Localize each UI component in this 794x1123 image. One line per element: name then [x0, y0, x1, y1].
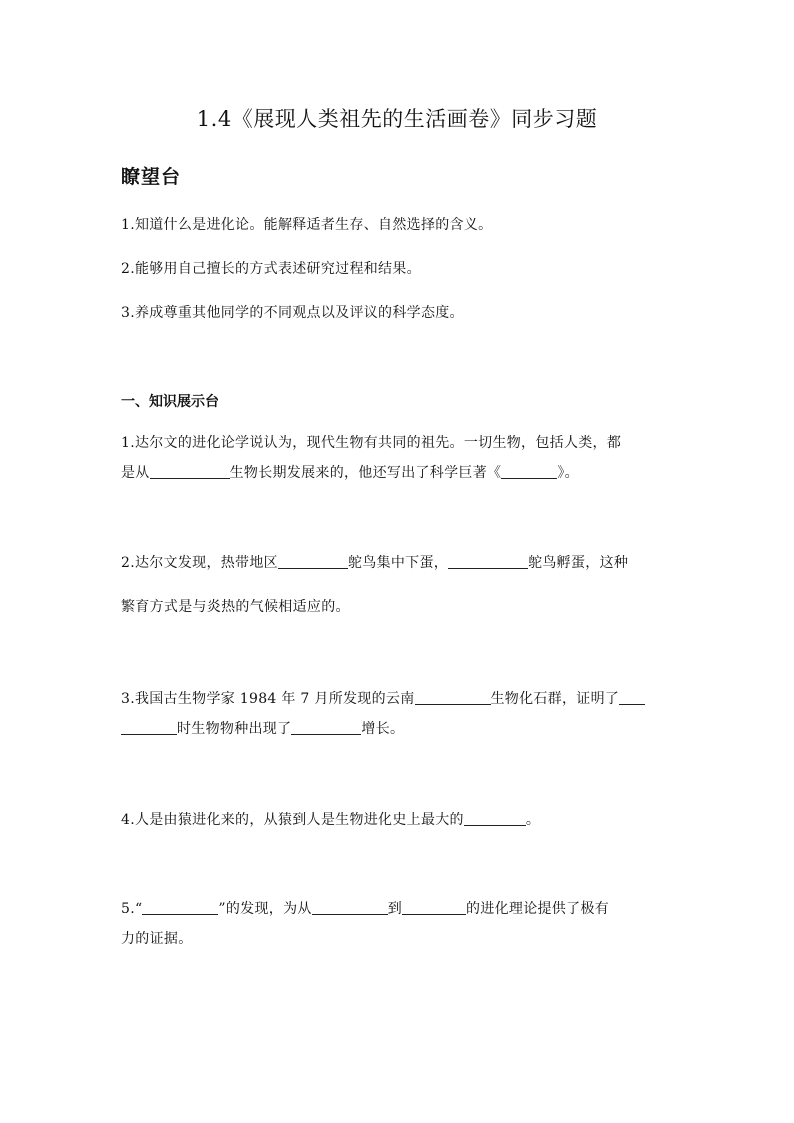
question-5: [121, 894, 681, 954]
q2-text-b: 鸵鸟集中下蛋，: [347, 555, 449, 571]
q1-blank-1[interactable]: [150, 465, 230, 479]
q3-blank-1[interactable]: [415, 691, 491, 705]
q2-blank-1[interactable]: [278, 555, 348, 569]
page-title: 1.4《展现人类祖先的生活画卷》同步习题: [196, 107, 598, 131]
q2-text-a: 2.达尔文发现，热带地区: [121, 555, 278, 571]
q1-text-d: 》。: [557, 465, 579, 481]
objective-1: 1.知道什么是进化论。能解释适者生存、自然选择的含义。: [121, 217, 493, 233]
q3-text-b: 生物化石群，证明了: [490, 691, 620, 707]
question-3: [121, 684, 681, 744]
q1-blank-2[interactable]: [501, 465, 557, 479]
q4-blank-1[interactable]: [464, 812, 526, 826]
q5-text-e: 力的证据。: [121, 931, 193, 947]
q3-text-c: 时生物物种出现了: [177, 721, 292, 737]
q2-text-c: 鸵鸟孵蛋，这种: [528, 555, 629, 571]
section-heading-knowledge: 一、知识展示台: [121, 394, 219, 410]
question-1: [121, 428, 681, 488]
q3-text-a: 3.我国古生物学家 1984 年 7 月所发现的云南: [121, 691, 415, 707]
q5-text-d: 的进化理论提供了极有: [466, 901, 609, 917]
q4-text-b: 。: [525, 812, 541, 828]
objective-2: 2.能够用自己擅长的方式表述研究过程和结果。: [121, 261, 421, 277]
q5-text-c: 到: [387, 901, 402, 917]
q1-text-b: 是从: [121, 465, 150, 481]
q3-blank-3[interactable]: [291, 721, 361, 735]
q2-blank-2[interactable]: [448, 555, 528, 569]
q2-text-d: 繁育方式是与炎热的气候相适应的。: [121, 599, 350, 615]
q1-text-c: 生物长期发展来的，他还写出了科学巨著《: [229, 465, 502, 481]
q3-blank-2a[interactable]: [619, 691, 645, 705]
section-heading-lookout: 瞭望台: [121, 166, 182, 188]
q5-text-b: ”的发现，为从: [218, 901, 312, 917]
question-2: [121, 548, 681, 622]
q4-text-a: 4.人是由猿进化来的，从猿到人是生物进化史上最大的: [121, 812, 464, 828]
question-4: [121, 805, 681, 835]
q3-text-d: 增长。: [361, 721, 405, 737]
q5-blank-3[interactable]: [402, 901, 466, 915]
objective-3: 3.养成尊重其他同学的不同观点以及评议的科学态度。: [121, 305, 464, 321]
q5-text-a: 5.“: [121, 901, 143, 917]
q1-text-a: 1.达尔文的进化论学说认为，现代生物有共同的祖先。一切生物，包括人类，都: [121, 435, 622, 451]
q3-blank-2b[interactable]: [121, 721, 177, 735]
q5-blank-2[interactable]: [312, 901, 388, 915]
q5-blank-1[interactable]: [142, 901, 218, 915]
